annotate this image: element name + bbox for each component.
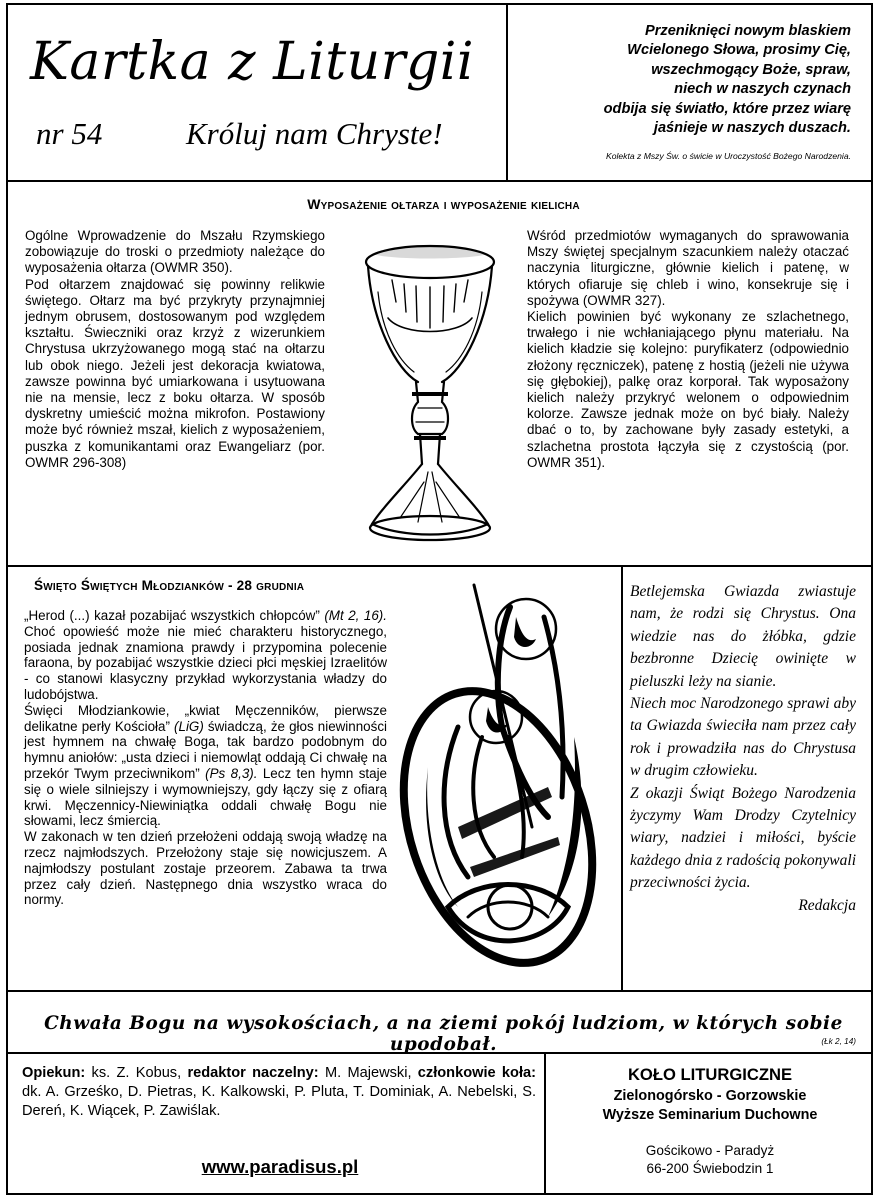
nativity-illustration [398, 577, 616, 982]
scripture-reference: (LiG) [174, 718, 204, 734]
editor-name: M. Majewski, [318, 1065, 418, 1081]
altar-text-column [25, 228, 325, 471]
collect-line: jaśnieje w naszych duszach. [653, 120, 851, 137]
paragraph: W zakonach w ten dzień przełożeni oddają swoją władzę na rzecz najmłodszych. Przełożony staje się nowicjuszem. A najmłodszy postulant zostaje przeorem. Zabawa ta trwa przez cały dzień. Następnego dnia wszystko wraca do normy. [24, 829, 387, 908]
text-run: Święci Młodziankowie, „kwiat Męczenników, pierwsze delikatne perły Kościoła” [24, 702, 387, 734]
chalice-illustration [352, 232, 508, 550]
issue-number: nr 54 [36, 116, 103, 151]
editorial-staff [22, 1064, 536, 1122]
seminary-line: Zielonogórsko - Gorzowskie [613, 1088, 807, 1104]
text-run: Choć opowieść może nie mieć charakteru historycznego, posiada jednak znamiona prawdy i przypomina polecenie faraona, by pozabijać wszystkie dzieci płci męskiej Izraelitów - co stanowi klasyczny przykład wykorzystania władzy do ludobójstwa. [24, 623, 387, 702]
paragraph [24, 703, 387, 829]
address-line: 66-200 Świebodzin 1 [646, 1160, 774, 1176]
collect-source: Kolekta z Mszy Św. o świcie w Uroczystość Bożego Narodzenia. [605, 151, 851, 161]
masthead-motto: Króluj nam Chryste! [186, 116, 443, 151]
address-line: Gościkowo - Paradyż [645, 1143, 775, 1158]
members-list: dk. A. Grześko, D. Pietras, K. Kalkowski, P. Pluta, T. Dominiak, A. Nebelski, S. Dereń, K. Wiącek, P. Zawiślak. [22, 1084, 536, 1120]
holy-innocents-heading: Święto Świętych Młodzianków - 28 grudnia [34, 578, 305, 593]
banner-top-divider [6, 990, 873, 992]
gloria-banner: Chwała Bogu na wysokościach, a na ziemi pokój ludziom, w których sobie upodobał. [44, 1013, 843, 1055]
collect-line: Przeniknięci nowym blaskiem [644, 23, 851, 39]
scripture-reference: (Mt 2, 16). [324, 608, 387, 623]
masthead-title: Kartka z Liturgii [30, 32, 475, 92]
collect-line: niech w naszych czynach [674, 81, 851, 98]
paragraph: Kielich powinien być wykonany ze szlachetnego, trwałego i nie wchłaniającego płynu materiału. Na kielich kładzie się kolejno: puryfikaterz (odpowiednio złożony ręczniczek), patenę z hostią (jeżeli nie używa się głębokiej), palkę oraz korporał. Tak wyposażony kielich należy przykryć welonem o odpowiednim kolorze. Zawsze jednak może on być biały. Należy dbać o to, by zachowane były zasady estetyki, a szlachetna prostota łączyła się z czystością (por. OWMR 351). [527, 309, 849, 470]
gloria-reference: (Łk 2, 14) [821, 1037, 856, 1046]
guardian-name: ks. Z. Kobus, [85, 1065, 188, 1081]
collect-line: wszechmogący Boże, spraw, [651, 61, 851, 78]
chalice-text-column [527, 228, 849, 471]
members-label: członkowie koła: [417, 1065, 536, 1081]
collect-prayer [515, 22, 851, 138]
address [560, 1142, 860, 1178]
paragraph: Wśród przedmiotów wymaganych do sprawowania Mszy świętej specjalnym szacunkiem należy otaczać naczynia liturgiczne, głównie kielich i patenę, w których ofiaruje się chleb i wino, konsekruje się i spożywa (OWMR 327). [527, 228, 849, 308]
paragraph: Betlejemska Gwiazda zwiastuje nam, że rodzi się Chrystus. Ona wiedzie nas do żłóbka, gdzie bezbronne Dziecię owinięte w pieluszki leży na sianie. [630, 583, 856, 690]
paragraph: Ogólne Wprowadzenie do Mszału Rzymskiego zobowiązuje do troski o przedmioty należące do wyposażenia ołtarza (OWMR 350). [25, 228, 325, 276]
seminary-name [560, 1087, 860, 1125]
paragraph: Pod ołtarzem znajdować się powinny relikwie świętego. Ołtarz ma być przykryty przynajmniej jednym obrusem, dostosowanym pod względem kształtu. Świeczniki oraz krzyż z wizerunkiem Chrystusa ukrzyżowanego mogą stać na ołtarzu lub obok niego. Jeżeli jest dekoracja kwiatowa, zawsze powinna być umiarkowana i usytuowana nie na mensie, lecz z boku ołtarza. W sposób dyskretny umieścić można mikrofon. Postawiony może być również mszał, kielich z wyposażeniem, puszka z komunikantami oraz Ewangeliarz (por. OWMR 296-308) [25, 276, 325, 470]
scripture-reference: (Ps 8,3). [205, 765, 258, 781]
editor-label: redaktor naczelny: [187, 1065, 319, 1081]
collect-line: Wcielonego Słowa, prosimy Cię, [627, 42, 851, 59]
paragraph: Z okazji Świąt Bożego Narodzenia życzymy Wam Drodzy Czytelnicy wiary, nadziei i miłości, byście każdego dnia z radością pokonywali przeciwności życia. [630, 784, 856, 892]
circle-title: KOŁO LITURGICZNE [627, 1065, 793, 1084]
seminary-line: Wyższe Seminarium Duchowne [602, 1107, 818, 1124]
christmas-greeting [630, 581, 856, 917]
text-run: świadczą, że głos niewinności jest hymnem na chwałę Boga, tak bardzo podobnym do hymnu aniołów: „usta dzieci i niemowląt oddają Ci chwałę na przekór Twym przeciwnikom” [24, 718, 387, 781]
holy-innocents-text [24, 608, 387, 908]
collect-line: odbija się światło, które przez wiarę [603, 100, 851, 117]
footer-column-divider [544, 1053, 546, 1194]
website-link[interactable]: www.paradisus.pl [201, 1156, 359, 1177]
paragraph [24, 608, 387, 703]
header-divider [6, 180, 873, 182]
text-run: Lecz ten hymn staje się o wiele silniejszy i wymowniejszy, gdy łączy się z ofiarą krwi. Męczennicy-Niewiniątka oddali chwałę Bogu nie słowami, lecz śmiercią. [24, 765, 387, 829]
header-column-divider [506, 3, 508, 181]
greeting-column-divider [621, 566, 623, 991]
quote: „Herod (...) kazał pozabijać wszystkich chłopców” [24, 608, 320, 623]
guardian-label: Opiekun: [22, 1065, 86, 1081]
greeting-signature: Redakcja [798, 896, 856, 914]
section-divider [6, 565, 873, 567]
paragraph: Niech moc Narodzonego sprawi aby ta Gwiazda świeciła nam przez cały rok i prowadziła nas do Chrystusa w drugim człowieku. [630, 695, 856, 780]
altar-section-heading: Wyposażenie ołtarza i wyposażenie kielicha [307, 196, 580, 212]
